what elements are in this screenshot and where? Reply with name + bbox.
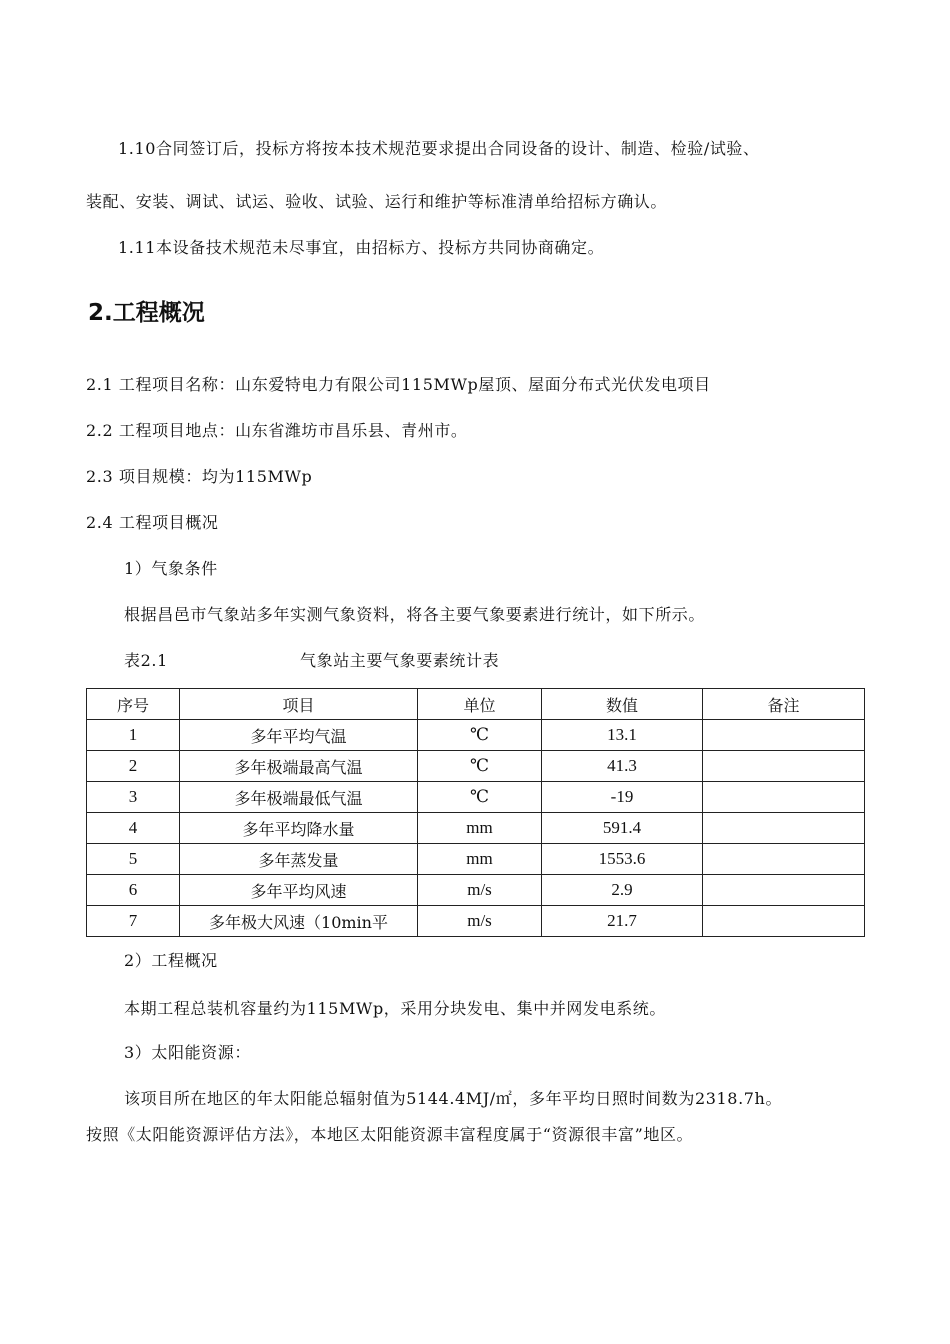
cell-index: 5 xyxy=(87,844,180,875)
cell-value: -19 xyxy=(542,782,703,813)
cell-index: 1 xyxy=(87,720,180,751)
cell-note xyxy=(703,813,865,844)
table-row xyxy=(87,844,865,875)
cell-item: 多年极端最高气温 xyxy=(180,751,418,782)
cell-item: 多年平均气温 xyxy=(180,720,418,751)
cell-value: 21.7 xyxy=(542,906,703,937)
item-2-4: 2.4 工程项目概况 xyxy=(86,513,219,532)
cell-unit: mm xyxy=(418,813,542,844)
item-2-3: 2.3 项目规模：均为115MWp xyxy=(86,467,313,486)
cell-note xyxy=(703,875,865,906)
section-heading: 2.工程概况 xyxy=(88,300,205,326)
cell-unit: mm xyxy=(418,844,542,875)
cell-unit: m/s xyxy=(418,906,542,937)
item-2-2: 2.2 工程项目地点：山东省潍坊市昌乐县、青州市。 xyxy=(86,421,468,440)
table-row xyxy=(87,782,865,813)
cell-index: 4 xyxy=(87,813,180,844)
table-row xyxy=(87,875,865,906)
header-cell: 序号 xyxy=(87,689,180,720)
cell-value: 2.9 xyxy=(542,875,703,906)
subsection-2-text: 本期工程总装机容量约为115MWp，采用分块发电、集中并网发电系统。 xyxy=(124,999,667,1018)
cell-note xyxy=(703,844,865,875)
subsection-1-text: 根据昌邑市气象站多年实测气象资料，将各主要气象要素进行统计，如下所示。 xyxy=(124,605,706,624)
weather-statistics-table xyxy=(86,688,865,937)
cell-item: 多年极端最低气温 xyxy=(180,782,418,813)
paragraph-1-11: 1.11本设备技术规范未尽事宜，由招标方、投标方共同协商确定。 xyxy=(118,238,605,257)
table-row xyxy=(87,720,865,751)
cell-note xyxy=(703,906,865,937)
table-caption-title: 气象站主要气象要素统计表 xyxy=(300,651,500,670)
subsection-3-text-line-2: 按照《太阳能资源评估方法》，本地区太阳能资源丰富程度属于“资源很丰富”地区。 xyxy=(86,1125,694,1144)
cell-index: 3 xyxy=(87,782,180,813)
cell-value: 591.4 xyxy=(542,813,703,844)
cell-item: 多年平均风速 xyxy=(180,875,418,906)
cell-unit: m/s xyxy=(418,875,542,906)
cell-index: 7 xyxy=(87,906,180,937)
cell-item: 多年极大风速（10min平 xyxy=(180,906,418,937)
header-cell: 数值 xyxy=(542,689,703,720)
cell-note xyxy=(703,751,865,782)
table-caption-number: 表2.1 xyxy=(124,651,168,670)
table-header-row xyxy=(87,689,865,720)
table-row xyxy=(87,813,865,844)
table-row xyxy=(87,906,865,937)
cell-unit: ℃ xyxy=(418,751,542,782)
header-cell: 备注 xyxy=(703,689,865,720)
cell-note xyxy=(703,720,865,751)
cell-note xyxy=(703,782,865,813)
header-cell: 单位 xyxy=(418,689,542,720)
table-row xyxy=(87,751,865,782)
cell-value: 41.3 xyxy=(542,751,703,782)
cell-unit: ℃ xyxy=(418,782,542,813)
item-2-1: 2.1 工程项目名称：山东爱特电力有限公司115MWp屋顶、屋面分布式光伏发电项目 xyxy=(86,375,711,394)
paragraph-1-10-line-1: 1.10合同签订后，投标方将按本技术规范要求提出合同设备的设计、制造、检验/试验、 xyxy=(118,139,760,158)
subsection-2-title: 2）工程概况 xyxy=(124,951,218,970)
cell-index: 2 xyxy=(87,751,180,782)
cell-value: 1553.6 xyxy=(542,844,703,875)
cell-value: 13.1 xyxy=(542,720,703,751)
header-cell: 项目 xyxy=(180,689,418,720)
subsection-1-title: 1）气象条件 xyxy=(124,559,218,578)
cell-item: 多年蒸发量 xyxy=(180,844,418,875)
cell-unit: ℃ xyxy=(418,720,542,751)
cell-item: 多年平均降水量 xyxy=(180,813,418,844)
subsection-3-title: 3）太阳能资源： xyxy=(124,1043,251,1062)
subsection-3-text-line-1: 该项目所在地区的年太阳能总辐射值为5144.4MJ/㎡，多年平均日照时间数为2318.7h。 xyxy=(124,1089,783,1108)
paragraph-1-10-line-2: 装配、安装、调试、试运、验收、试验、运行和维护等标准清单给招标方确认。 xyxy=(86,192,668,211)
cell-index: 6 xyxy=(87,875,180,906)
